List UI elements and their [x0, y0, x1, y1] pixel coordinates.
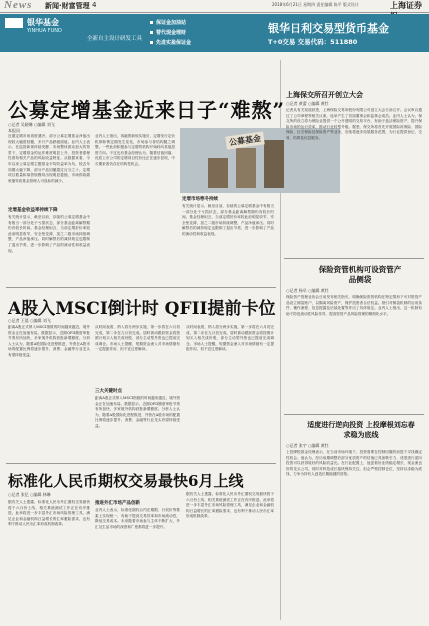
- bullet-icon: [150, 41, 153, 44]
- right-body-3: 上投摩根基金经理表示，在当前市场环境下，投资需要在控制回撤的前提下寻找确定性机会。他认为，经历前期调整后部分优质资产的估值已具备吸引力，适度进行逆向投资可以获得较好的风险收益比。在行业配置上，他更看好业绩稳定增长、现金流良好的龙头公司，同时对科技成长板块保持关注，但会严格控制仓位，坚持以求稳为底线，力争为持有人创造长期稳健的回报。: [286, 450, 422, 477]
- section-divider: [6, 287, 276, 288]
- advert-feature: 先进实盈保证金: [150, 38, 191, 48]
- section-label: News: [4, 0, 33, 11]
- rmb-body-3: 据有关人士透露，标准化人民币外汇期权交易最快将于六月份上线，相关系统测试工作正在有序推进。此举将进一步丰富外汇市场风险管理工具，满足企业和金融机构日益增长的汇率避险需求，也有利于推动人民币汇率形成机制改革。: [186, 492, 274, 519]
- lead-dateline: 本报讯: [8, 128, 20, 133]
- bullet-icon: [150, 31, 153, 34]
- lead-body-4: 有关统计显示，截至目前，存续的公募定增基金中有相当一部分处于亏损状态，部分基金距离解禁期仍有较长时间。基金经理坦言，当前定增折价率较此前明显收窄，安全垫变薄，加之二级市场持续调整，产品净值承压。同时解禁后的减持规定也限制了退出节奏，进一步影响了产品的流动性和收益表现。: [182, 204, 274, 236]
- page-number: 4: [92, 1, 97, 9]
- advert-brand-en: YINHUA FUND: [27, 28, 62, 34]
- msci-body: 距离A股正式纳入MSCI指数的时间越来越近，境外资金正在加速布局。数据显示，近期QFII额度审批节奏有所加快，多家境外机构获批新增额度。分析人士认为，随着A股国际化进程推进，外资在A股市场的配置比例将逐步提升，消费、金融等行业龙头有望持续受益。: [8, 325, 90, 357]
- msci-byline: ○记者 王晨 ○编辑 刘飞: [8, 318, 51, 323]
- lead-subhead-2: 定增市场寒冬持续: [182, 197, 218, 202]
- photo-bar: [264, 140, 284, 188]
- msci-subhead: 三大关键时点: [95, 389, 122, 394]
- advert-brand-cn: 银华基金: [27, 18, 59, 27]
- right-byline-1: ○记者 黄蕾 ○编辑 黄牡: [286, 101, 329, 106]
- dateline: 2018年6月21日 星期四 责任编辑 陈平 版式设计: [272, 2, 359, 7]
- photo-bar: [236, 148, 256, 188]
- advert-title: 银华日利交易型货币基金: [268, 22, 389, 35]
- bullet-icon: [150, 21, 153, 24]
- right-byline-3: ○记者 张宇 ○编辑 黄牡: [286, 443, 329, 448]
- photo-bar: [208, 158, 228, 188]
- msci-body-2: 从时间表看，纳入将分两步实施，第一步将在六月初完成，第二步在九月初完成。届时被动跟踪资金将按照计划买入相关成份股，部分主动型外资也已提前完成调仓。市场人士提醒，短期资金流入对市场情绪有一定提振作用，但不宜过度解读。: [95, 325, 180, 352]
- right-headline-1: 上海保交所召开创立大会: [286, 90, 363, 99]
- advert-banner: [0, 14, 429, 52]
- fund-logo-icon: [5, 18, 23, 28]
- rmb-body-2: 业内人士表示，标准化期权合约在期限、行权价等要素上实现统一，有助于提高交易效率和市场流动性，降低交易成本。未来随着市场参与主体不断扩大，外汇衍生品市场的深度和广度都将进一步提升。: [95, 508, 180, 529]
- masthead: [0, 0, 429, 13]
- rmb-headline: 标准化人民币期权交易最快6月上线: [8, 472, 244, 490]
- right-body-1: 记者从有关渠道获悉，上海保险交易所股份有限公司创立大会日前召开。会议审议通过了公司章程等相关议案，选举产生了首届董事会和监事会成员。业内人士认为，保交所的设立将为保险业提供一个公开透明的交易平台，有助于盘活保险资产，提升保险市场的运行效率，推动行业转型升级。据悉，保交所将首先开展国际再保险、国际保险、巨灾保险及保险资产等业务，后续将逐步拓展服务范围，为行业提供登记、交易、结算及信息服务。: [286, 108, 422, 140]
- section-title: 新闻·财富管理: [45, 2, 90, 10]
- msci-body-4: 从时间表看，纳入将分两步实施，第一步将在六月初完成，第二步在九月初完成。届时被动跟踪资金将按照计划买入相关成份股，部分主动型外资也已提前完成调仓。市场人士提醒，短期资金流入对市场情绪有一定提振作用，但不宜过度解读。: [186, 325, 274, 352]
- msci-body-3: 距离A股正式纳入MSCI指数的时间越来越近，境外资金正在加速布局。数据显示，近期QFII额度审批节奏有所加快，多家境外机构获批新增额度。分析人士认为，随着A股国际化进程推进，外资在A股市场的配置比例将逐步提升，消费、金融等行业龙头有望持续受益。: [95, 396, 180, 428]
- advert-feature: 替代现金理财: [150, 28, 191, 38]
- lead-subhead: 定增基金收益率持续下降: [8, 208, 58, 213]
- paper-name: 上海证券: [390, 1, 422, 10]
- right-byline-2: ○记者 杨早 ○编辑 黄牡: [286, 288, 329, 293]
- right-headline-3: 适度进行逆向投资 上投摩根刘忘春求稳为底线: [307, 420, 415, 439]
- advert-code-line: T+0交易 交易代码：511880: [268, 38, 358, 46]
- section-divider: [284, 258, 424, 259]
- rmb-byline: ○记者 张忆 ○编辑 林琳: [8, 492, 51, 497]
- lead-body-3: 业内人士指出，再融资新规实施后，定增发行定价机制和锁定期发生变化，市场参与者结构随之调整。一些此前积极参与定增的机构开始转向其他投资方向。不过也有基金经理认为，随着估值回落，优质上市公司的定增项目性价比正在逐步显现，中长期来看仍存在结构性机会。: [95, 134, 175, 166]
- msci-headline: A股入MSCI倒计时 QFII提前卡位: [8, 299, 276, 319]
- lead-byline: ○记者 吴晓琳 ○编辑 刘飞: [8, 122, 55, 127]
- advert-tagline: 全新自主设计研发工具: [87, 36, 143, 42]
- lead-body: 近期定增市场再度遇冷，部分公募定增基金净值出现较大幅度回撤，多只产品跌破面值。业内人士表示，在监管新规持续发酵、市场整体波动加大的背景下，定增基金的运作难度明显上升，投资者需理性看待相关产品的风险收益特征。从数据来看，今年以来公募定增主题基金平均收益率为负，较去年同期大幅下降，部分产品回撤超过百分之十。定增项目数量和募资规模均出现明显萎缩，市场供给端收缩导致基金管理人可选标的减少。: [8, 134, 90, 183]
- right-body-2: 保险资产管理业协会日前发布相关指引，明确保险资管机构在特定情形下可对资管产品设立侧袋账户，以隔离风险资产，保护投资者合法权益。指引对侧袋机制的启用条件、操作流程、信息披露及后续处置等作出了具体规定。业内人士指出，这一机制有助于防范流动性风险传导，提高资管产品风险管理的精细化水平。: [286, 295, 422, 316]
- lead-headline: 公募定增基金近来日子“难熬”: [8, 98, 286, 122]
- lead-body-2: 有关统计显示，截至目前，存续的公募定增基金中有相当一部分处于亏损状态，部分基金距离解禁期仍有较长时间。基金经理坦言，当前定增折价率较此前明显收窄，安全垫变薄，加之二级市场持续调整，产品净值承压。同时解禁后的减持规定也限制了退出节奏，进一步影响了产品的流动性和收益表现。: [8, 215, 90, 253]
- advert-features: [150, 18, 191, 48]
- rmb-body: 据有关人士透露，标准化人民币外汇期权交易最快将于六月份上线，相关系统测试工作正在有序推进。此举将进一步丰富外汇市场风险管理工具，满足企业和金融机构日益增长的汇率避险需求，也有利于推动人民币汇率形成机制改革。: [8, 500, 90, 527]
- right-headline-2: 保险资管机构可设资管产品侧袋: [318, 265, 402, 284]
- advert-feature: 保证金加油站: [150, 18, 191, 28]
- section-divider: [284, 414, 424, 415]
- photo-label: 公募基金: [225, 131, 264, 149]
- section-divider: [6, 463, 276, 464]
- rmb-subhead: 推进外汇市场产品创新: [95, 501, 140, 506]
